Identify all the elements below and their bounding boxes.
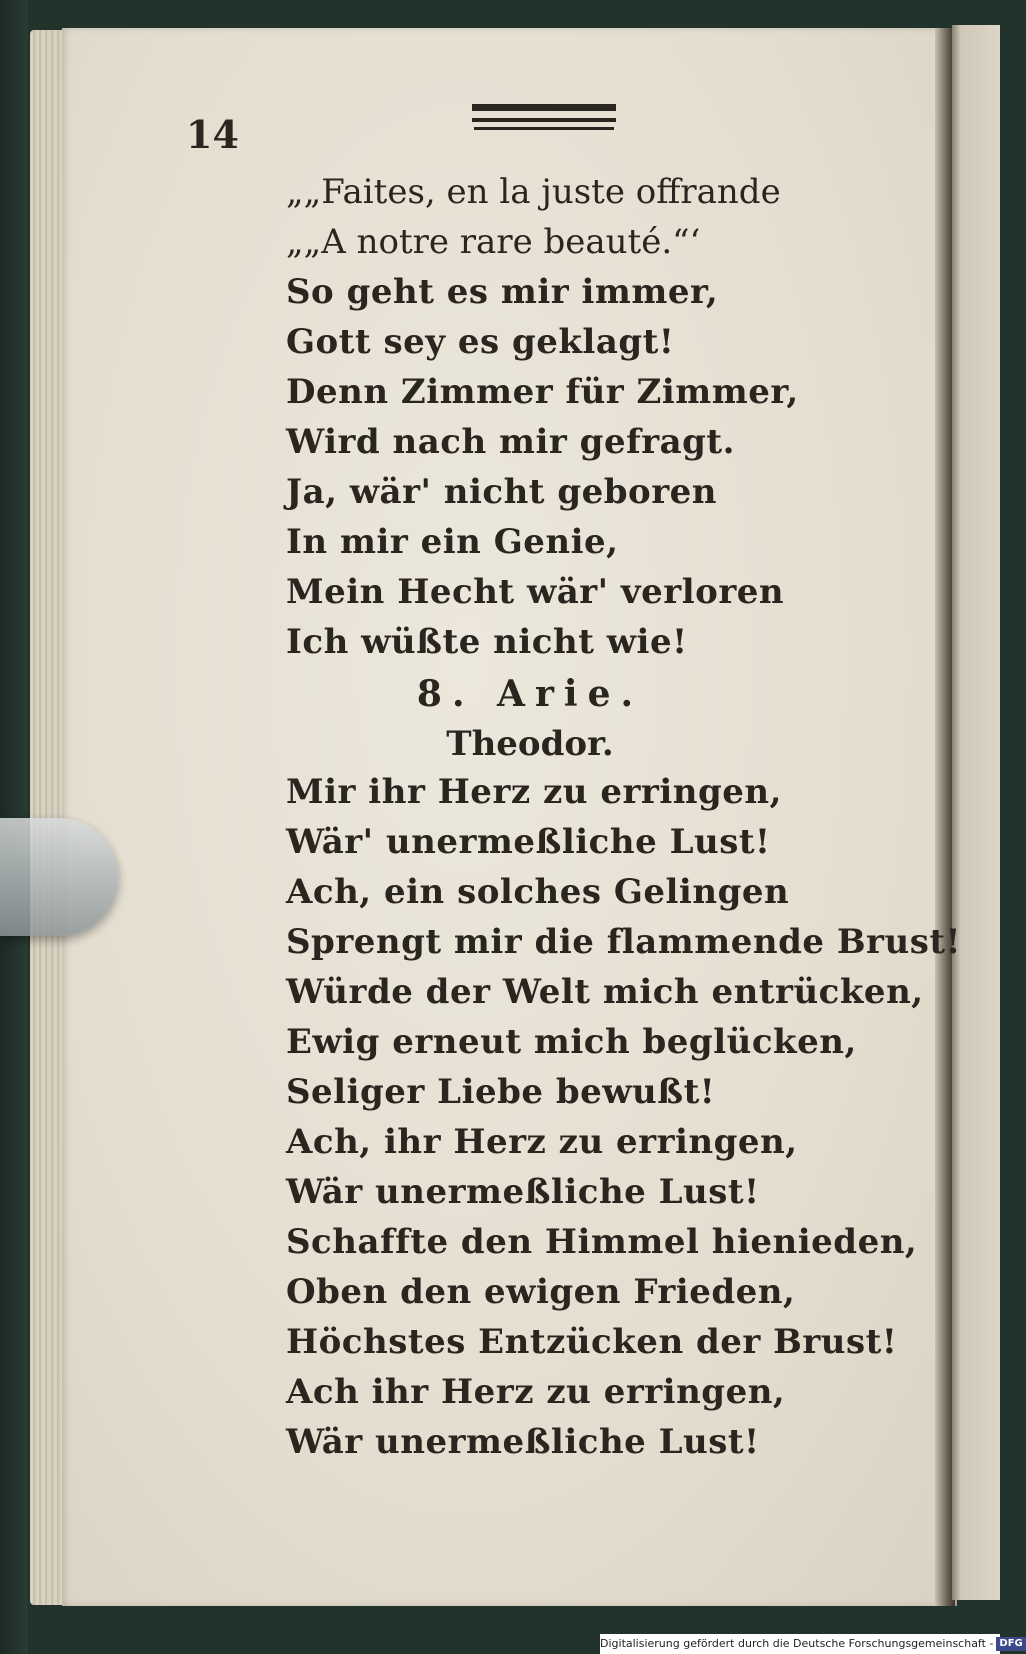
aria-line: Würde der Welt mich entrücken, xyxy=(286,972,924,1012)
aria-line: Seliger Liebe bewußt! xyxy=(286,1072,716,1112)
aria-line: Sprengt mir die flammende Brust! xyxy=(286,922,961,962)
aria-line: Schaffte den Himmel hienieden, xyxy=(286,1222,918,1262)
text-line: „„A notre rare beauté.“‘ xyxy=(286,222,701,262)
page-clip xyxy=(0,818,118,936)
header-rule xyxy=(472,104,616,111)
aria-line: Ach, ein solches Gelingen xyxy=(286,872,790,912)
text-line: Gott sey es geklagt! xyxy=(286,322,675,362)
aria-line: Ach ihr Herz zu erringen, xyxy=(286,1372,786,1412)
aria-line: Wär unermeßliche Lust! xyxy=(286,1422,760,1462)
text-line: Mein Hecht wär' verloren xyxy=(286,572,785,612)
aria-line: Mir ihr Herz zu erringen, xyxy=(286,772,782,812)
text-line: „„Faites, en la juste offrande xyxy=(286,172,781,212)
facing-page-edge xyxy=(952,25,1000,1600)
aria-line: Ach, ihr Herz zu erringen, xyxy=(286,1122,798,1162)
aria-line: Wär' unermeßliche Lust! xyxy=(286,822,771,862)
text-line: Ja, wär' nicht geboren xyxy=(286,472,717,512)
aria-line: Höchstes Entzücken der Brust! xyxy=(286,1322,898,1362)
header-rule xyxy=(474,127,614,130)
text-line: Ich wüßte nicht wie! xyxy=(286,622,688,662)
digitization-credit xyxy=(600,1634,1023,1654)
aria-line: Wär unermeßliche Lust! xyxy=(286,1172,760,1212)
dfg-logo: DFG xyxy=(996,1637,1025,1651)
aria-line: Ewig erneut mich beglücken, xyxy=(286,1022,857,1062)
text-line: In mir ein Genie, xyxy=(286,522,619,562)
text-line: So geht es mir immer, xyxy=(286,272,719,312)
header-rule xyxy=(472,118,616,122)
aria-line: Oben den ewigen Frieden, xyxy=(286,1272,796,1312)
page-number: 14 xyxy=(186,112,239,157)
text-line: Wird nach mir gefragt. xyxy=(286,422,735,462)
credit-text: Digitalisierung gefördert durch die Deutsche Forschungsgemeinschaft - xyxy=(600,1637,994,1650)
speaker-name: Theodor. xyxy=(446,724,614,764)
section-title: 8. Arie. xyxy=(416,673,644,715)
book-page xyxy=(62,28,957,1606)
text-line: Denn Zimmer für Zimmer, xyxy=(286,372,799,412)
